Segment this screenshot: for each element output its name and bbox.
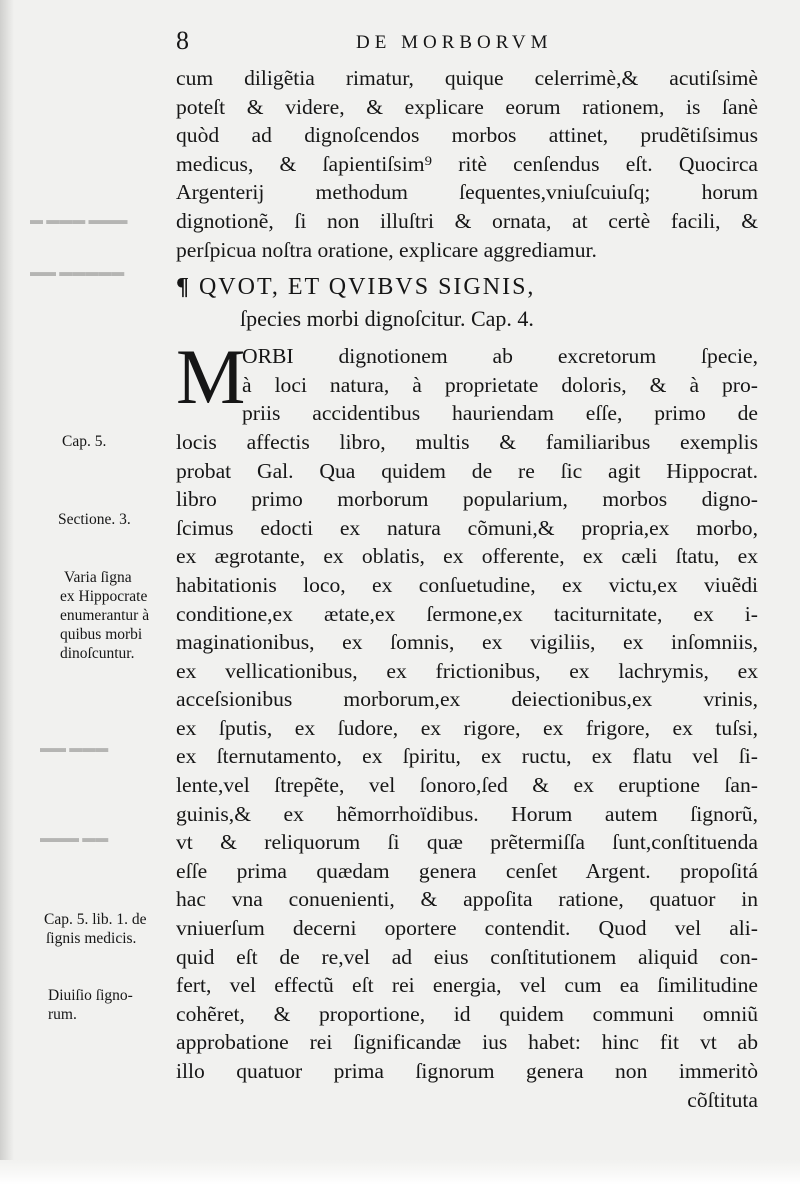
- margin-note-line: Cap. 5. lib. 1. de: [44, 911, 147, 928]
- bleed-through-mark: ▬▬▬ ▬▬: [40, 740, 109, 755]
- text-line: probat Gal. Qua quidem de re ſic agit Hippocrat.: [176, 458, 758, 483]
- page-edge-shadow: [0, 0, 14, 1185]
- text-line: quòd ad dignoſcendos morbos attinet, prudẽtiſsimus: [176, 123, 758, 148]
- text-line: acceſsionibus morborum,ex deiectionibus,ex vrinis,: [176, 687, 758, 712]
- text-line: ſcimus edocti ex natura cõmuni,& propria,ex morbo,: [176, 515, 758, 540]
- text-line: ex vellicationibus, ex frictionibus, ex lachrymis, ex: [176, 658, 758, 683]
- drop-cap: M: [176, 333, 246, 421]
- bleed-through-mark: ▬▬▬ ▬▬▬ ▬: [30, 212, 128, 227]
- page-bottom-edge: [0, 1160, 800, 1185]
- chapter-paragraph: [176, 333, 758, 1114]
- margin-note-line: quibus morbi: [60, 626, 143, 643]
- text-line: poteſt & videre, & explicare eorum rationem, is ſanè: [176, 94, 758, 119]
- margin-note-line: ſignis medicis.: [46, 930, 137, 947]
- margin-note-line: dinoſcuntur.: [60, 645, 135, 662]
- text-line: eſſe prima quædam genera cenſet Argent. propoſitá: [176, 858, 758, 883]
- page-header: [176, 26, 756, 60]
- main-text-column: [176, 64, 758, 1114]
- text-line: cum diligẽtia rimatur, quique celerrimè,& acutiſsimè: [176, 66, 758, 90]
- margin-note-cap5: Cap. 5.: [62, 433, 107, 450]
- text-line: locis affectis libro, multis & familiaribus exemplis: [176, 429, 758, 454]
- text-line: maginationibus, ex ſomnis, ex vigiliis, ex inſomniis,: [176, 630, 758, 655]
- margin-note-line: Varia ſigna: [64, 569, 132, 586]
- text-line: lente,vel ſtrepẽte, vel ſonoro,ſed & ex eruptione ſan-: [176, 773, 758, 798]
- running-title: DE MORBORVM: [356, 32, 553, 53]
- text-line: dignotionẽ, ſi non illuſtri & ornata, at certè facili, &: [176, 208, 758, 233]
- text-line: illo quatuor prima ſignorum genera non immeritò: [176, 1059, 758, 1083]
- text-line: vniuerſum decerni oportere contendit. Quod vel ali-: [176, 916, 758, 941]
- text-line: vt & reliquorum ſi quæ prẽtermiſſa ſunt,conſtituenda: [176, 830, 758, 855]
- text-line: conditione,ex ætate,ex ſermone,ex taciturnitate, ex i-: [176, 601, 758, 626]
- text-line: guinis,& ex hẽmorrhoïdibus. Horum autem ſignorũ,: [176, 801, 758, 826]
- catchword: cõſtituta: [687, 1087, 758, 1112]
- text-line: habitationis loco, ex conſuetudine, ex victu,ex viuẽdi: [176, 572, 758, 597]
- pilcrow-mark: ¶: [176, 274, 191, 301]
- text-line: ex ſputis, ex ſudore, ex rigore, ex frigore, ex tuſsi,: [176, 715, 758, 740]
- margin-note-cap5-lib: [44, 910, 184, 948]
- text-line: fert, vel effectũ eſt rei energia, vel cum ea ſimilitudine: [176, 973, 758, 998]
- margin-note-line: enumerantur à: [60, 607, 150, 624]
- text-line: quid eſt de re,vel ad eius conſtitutionem aliquid con-: [176, 944, 758, 969]
- bleed-through-mark: ▬▬ ▬▬▬: [40, 830, 109, 845]
- text-line: hac vna conuenienti, & appoſita ratione, quatuor in: [176, 887, 758, 912]
- text-line: ORBI dignotionem ab excretorum ſpecie,: [242, 344, 758, 369]
- text-line: cohẽret, & proportione, id quidem communi omniũ: [176, 1001, 758, 1026]
- margin-note-line: ex Hippocrate: [60, 588, 148, 605]
- margin-note-diuisio: [48, 986, 188, 1024]
- margin-note-sectione: Sectione. 3.: [58, 511, 131, 528]
- text-line: à loci natura, à proprietate doloris, & à pro-: [242, 372, 758, 397]
- margin-note-varia: [60, 568, 200, 663]
- text-line: priis accidentibus hauriendam eſſe, primo de: [242, 401, 758, 426]
- page-number: 8: [176, 26, 189, 55]
- text-line: ex ſternutamento, ex ſpiritu, ex ructu, ex flatu vel ſi-: [176, 744, 758, 769]
- chapter-heading: [176, 270, 758, 304]
- margin-note-line: Diuiſio ſigno-: [48, 987, 133, 1004]
- chapter-title: QVOT, ET QVIBVS SIGNIS,: [198, 274, 536, 301]
- text-line: ex ægrotante, ex oblatis, ex offerente, ex cæli ſtatu, ex: [176, 544, 758, 569]
- bleed-through-mark: ▬▬▬▬▬ ▬▬: [30, 264, 125, 279]
- text-line: medicus, & ſapientiſsim⁹ ritè cenſendus eſt. Quocirca: [176, 151, 758, 176]
- text-line: approbatione rei ſignificandæ ius habet: hinc fit vt ab: [176, 1030, 758, 1055]
- text-line: Argenterij methodum ſequentes,vniuſcuiuſq; horum: [176, 180, 758, 205]
- text-line: perſpicua noſtra oratione, explicare aggrediamur.: [176, 237, 597, 262]
- margin-note-line: rum.: [48, 1006, 77, 1023]
- text-line: libro primo morborum popularium, morbos digno-: [176, 487, 758, 512]
- chapter-subtitle: ſpecies morbi dignoſcitur. Cap. 4.: [240, 306, 534, 332]
